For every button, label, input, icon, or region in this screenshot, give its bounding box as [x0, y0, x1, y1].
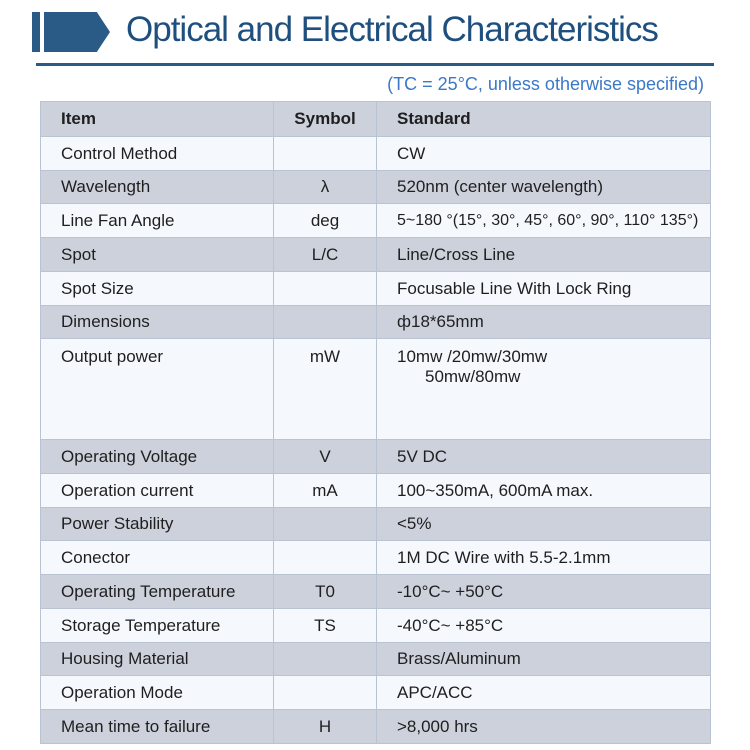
cell-standard: 5V DC	[377, 440, 711, 474]
column-header-standard: Standard	[377, 102, 711, 137]
cell-item: Spot	[41, 238, 274, 272]
cell-standard: ф18*65mm	[377, 306, 711, 339]
cell-symbol: H	[274, 710, 377, 744]
spec-table	[40, 101, 711, 744]
cell-symbol	[274, 272, 377, 306]
column-header-symbol: Symbol	[274, 102, 377, 137]
cell-item: Control Method	[41, 137, 274, 171]
cell-standard: -10°C~ +50°C	[377, 575, 711, 609]
cell-symbol: TS	[274, 609, 377, 643]
cell-item: Power Stability	[41, 508, 274, 541]
cell-item: Storage Temperature	[41, 609, 274, 643]
cell-standard: CW	[377, 137, 711, 171]
arrow-icon	[44, 12, 110, 52]
table-row	[41, 339, 711, 440]
cell-symbol	[274, 508, 377, 541]
cell-symbol	[274, 306, 377, 339]
conditions-note: (TC = 25°C, unless otherwise specified)	[387, 74, 704, 94]
cell-standard: 100~350mA, 600mA max.	[377, 474, 711, 508]
cell-symbol: λ	[274, 171, 377, 204]
cell-standard: Focusable Line With Lock Ring	[377, 272, 711, 306]
cell-symbol: mA	[274, 474, 377, 508]
cell-item: Wavelength	[41, 171, 274, 204]
cell-item: Conector	[41, 541, 274, 575]
accent-bar	[32, 12, 40, 52]
table-row	[41, 204, 711, 238]
cell-standard: 520nm (center wavelength)	[377, 171, 711, 204]
cell-symbol	[274, 541, 377, 575]
cell-symbol: T0	[274, 575, 377, 609]
cell-item: Operation Mode	[41, 676, 274, 710]
cell-standard: <5%	[377, 508, 711, 541]
table-row	[41, 440, 711, 474]
table-header-row	[41, 102, 711, 137]
column-header-item: Item	[41, 102, 274, 137]
cell-item: Output power	[41, 339, 274, 440]
cell-item: Spot Size	[41, 272, 274, 306]
table-row	[41, 272, 711, 306]
cell-standard: >8,000 hrs	[377, 710, 711, 744]
header	[0, 0, 750, 64]
cell-symbol	[274, 643, 377, 676]
cell-symbol	[274, 676, 377, 710]
cell-symbol: deg	[274, 204, 377, 238]
table-row	[41, 137, 711, 171]
table-row	[41, 710, 711, 744]
cell-item: Line Fan Angle	[41, 204, 274, 238]
cell-item: Operating Voltage	[41, 440, 274, 474]
table-row	[41, 474, 711, 508]
table-row	[41, 676, 711, 710]
cell-item: Mean time to failure	[41, 710, 274, 744]
output-power-line1: 10mw /20mw/30mw	[397, 347, 548, 366]
page-title: Optical and Electrical Characteristics	[126, 10, 658, 49]
table-row	[41, 306, 711, 339]
cell-item: Housing Material	[41, 643, 274, 676]
table-row	[41, 508, 711, 541]
table-row	[41, 171, 711, 204]
cell-standard: APC/ACC	[377, 676, 711, 710]
table-row	[41, 609, 711, 643]
cell-standard: Brass/Aluminum	[377, 643, 711, 676]
table-row	[41, 541, 711, 575]
output-power-line2: 50mw/80mw	[425, 367, 521, 386]
cell-item: Operation current	[41, 474, 274, 508]
cell-item: Dimensions	[41, 306, 274, 339]
cell-symbol	[274, 137, 377, 171]
cell-standard: 1M DC Wire with 5.5-2.1mm	[377, 541, 711, 575]
table-row	[41, 238, 711, 272]
cell-standard: -40°C~ +85°C	[377, 609, 711, 643]
cell-item: Operating Temperature	[41, 575, 274, 609]
cell-symbol: V	[274, 440, 377, 474]
cell-symbol: mW	[274, 339, 377, 440]
table-row	[41, 643, 711, 676]
cell-standard: Line/Cross Line	[377, 238, 711, 272]
table-row	[41, 575, 711, 609]
cell-standard	[377, 339, 711, 440]
cell-standard: 5~180 °(15°, 30°, 45°, 60°, 90°, 110° 135°)	[377, 204, 711, 238]
title-underline	[36, 63, 714, 66]
cell-symbol: L/C	[274, 238, 377, 272]
